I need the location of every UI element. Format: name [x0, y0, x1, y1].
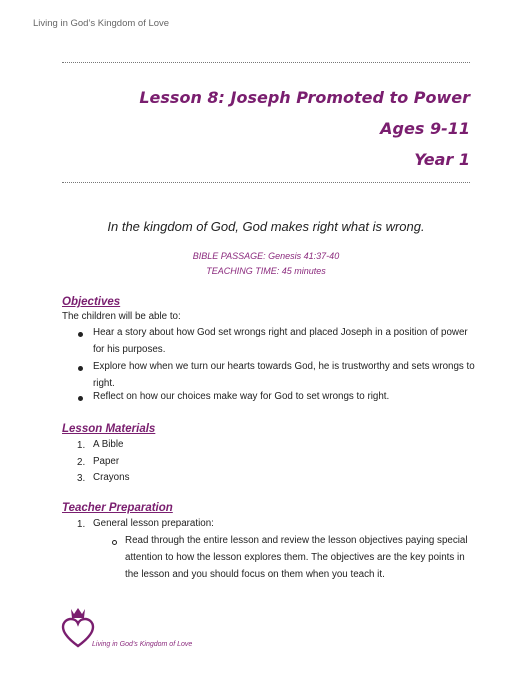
list-number: 1. [77, 440, 86, 451]
running-header: Living in God’s Kingdom of Love [33, 18, 170, 29]
material-item: Crayons [93, 472, 130, 483]
title-rule-top [62, 62, 470, 63]
bullet-icon [78, 332, 83, 337]
list-number: 2. [77, 457, 86, 468]
objective-item-1: Hear a story about how God set wrongs right and placed Joseph in a position of power for his purposes. [93, 327, 468, 355]
teaching-time: TEACHING TIME: 45 minutes [206, 266, 326, 276]
footer-title: Living in God’s Kingdom of Love [92, 641, 193, 648]
objectives-heading: Objectives [62, 296, 121, 308]
material-item: A Bible [93, 439, 124, 450]
bullet-icon [78, 396, 83, 401]
preparation-subitem: Read through the entire lesson and review the lesson objectives paying special attention to how the lesson explores them. The objectives are the key points in the lesson and you should focus on them when you teach it. [125, 535, 468, 580]
age-range: Ages 9-11 [380, 119, 470, 138]
lesson-theme: In the kingdom of God, God makes right what is wrong. [107, 219, 425, 234]
title-rule-bottom [62, 182, 470, 183]
preparation-item: General lesson preparation: [93, 518, 214, 529]
bible-passage: BIBLE PASSAGE: Genesis 41:37-40 [192, 251, 340, 261]
list-number: 3. [77, 473, 86, 484]
objectives-intro: The children will be able to: [62, 311, 181, 322]
circle-bullet-icon [112, 540, 117, 545]
preparation-heading: Teacher Preparation [62, 502, 173, 514]
materials-heading: Lesson Materials [62, 423, 156, 435]
objective-item-3: Reflect on how our choices make way for God to set wrongs to right. [93, 391, 390, 402]
material-item: Paper [93, 456, 120, 467]
lesson-title: Lesson 8: Joseph Promoted to Power [139, 88, 470, 107]
objective-item-2: Explore how when we turn our hearts towards God, he is trustworthy and sets wrongs to right. [93, 361, 475, 389]
year-label: Year 1 [414, 150, 470, 169]
list-number: 1. [77, 519, 86, 530]
bullet-icon [78, 366, 83, 371]
